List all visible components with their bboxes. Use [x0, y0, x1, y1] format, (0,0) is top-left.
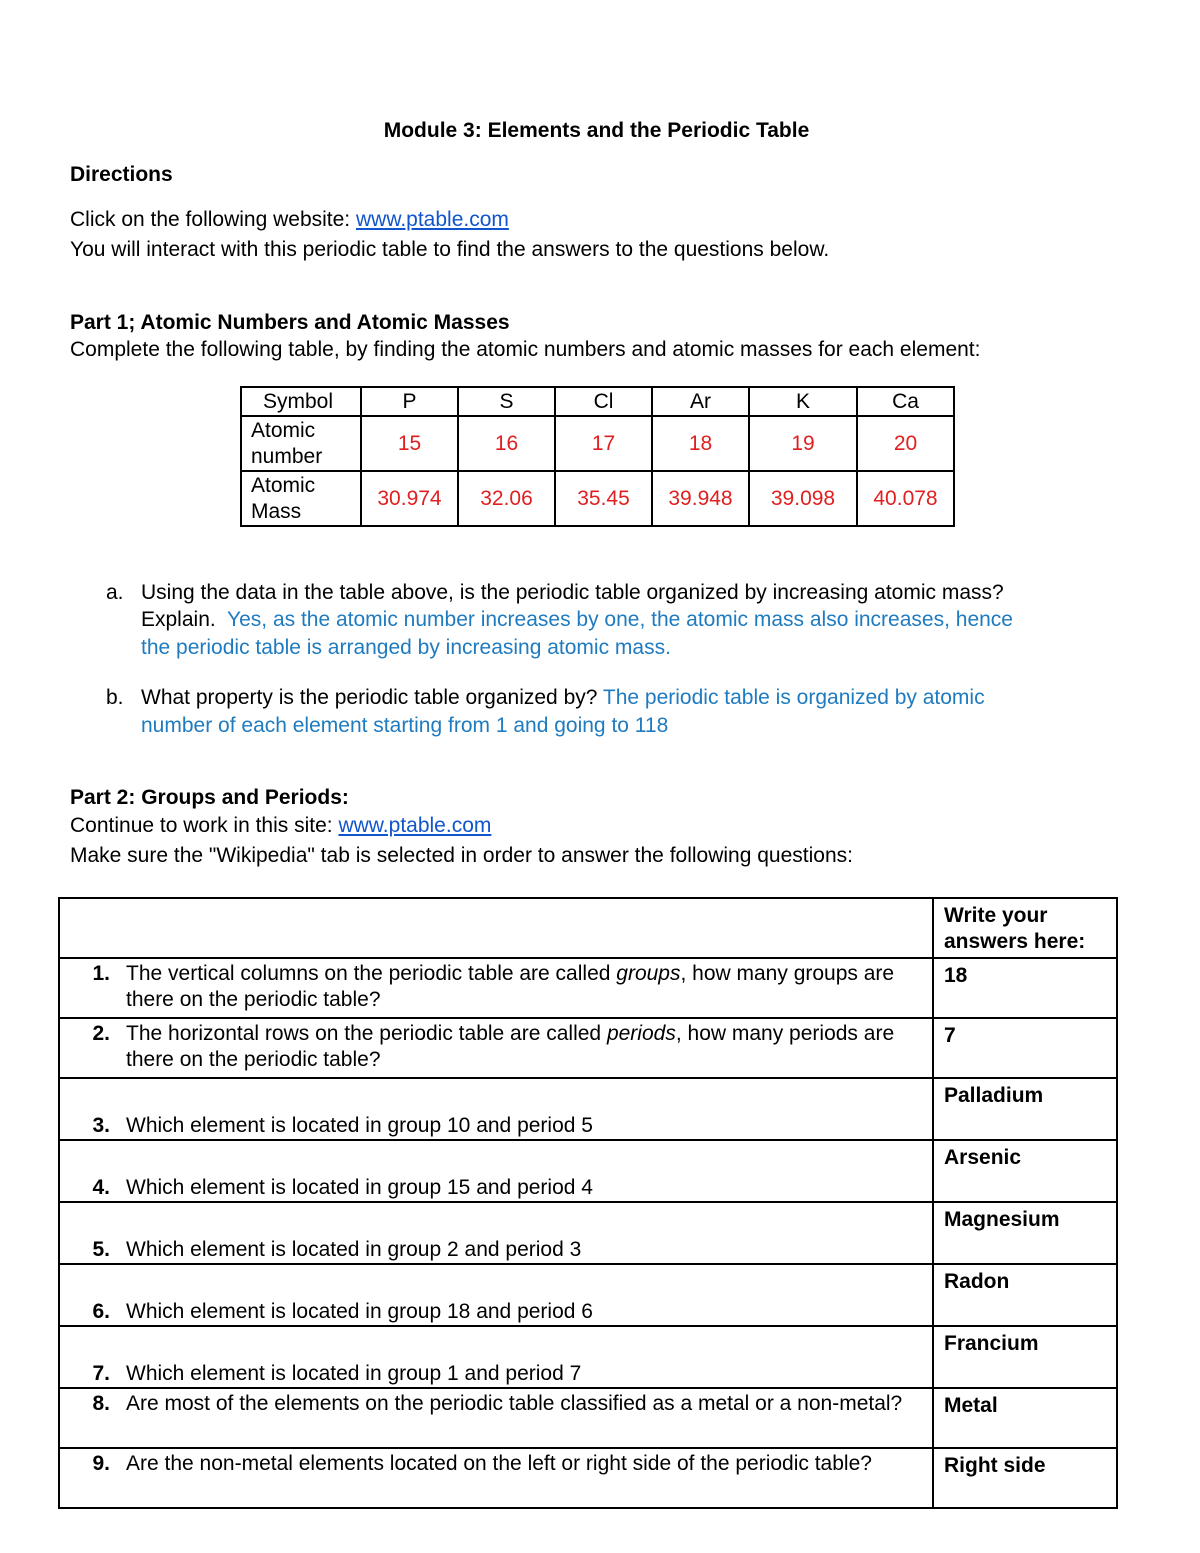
question-number: 3. — [92, 1114, 110, 1137]
ptable-link-2[interactable]: www.ptable.com — [338, 814, 492, 837]
atomic-mass-row — [241, 471, 954, 526]
table-row — [59, 1326, 1117, 1388]
question-cell — [59, 958, 933, 1018]
question-number: 5. — [92, 1238, 110, 1261]
table-row — [59, 1388, 1117, 1448]
symbol-cell: P — [361, 387, 458, 416]
table-row — [59, 1448, 1117, 1508]
atomic-number-label-l2: number — [251, 444, 323, 468]
question-text — [126, 961, 932, 1013]
atomic-number-row — [241, 416, 954, 471]
atomic-number-cell: 16 — [458, 416, 555, 471]
question-text-em: groups — [616, 962, 681, 985]
question-number: 1. — [92, 962, 110, 985]
questions-table — [58, 897, 1118, 1509]
part2-heading: Part 2: Groups and Periods: — [70, 786, 349, 809]
answer-cell: Arsenic — [933, 1140, 1117, 1202]
symbol-cell: Ca — [857, 387, 954, 416]
question-cell — [59, 1448, 933, 1508]
atomic-number-cell: 20 — [857, 416, 954, 471]
question-text-post: , how many periods are there on the periodic table? — [126, 1022, 895, 1071]
atomic-mass-cell: 39.098 — [749, 471, 857, 526]
question-number: 7. — [92, 1362, 110, 1385]
question-a-explain: Explain. — [141, 608, 216, 631]
answer-cell: Radon — [933, 1264, 1117, 1326]
question-text: Which element is located in group 10 and period 5 — [126, 1114, 593, 1137]
symbol-row — [241, 387, 954, 416]
question-text-em: periods — [606, 1022, 676, 1045]
table-row — [59, 1018, 1117, 1078]
table-row — [59, 1140, 1117, 1202]
ptable-link[interactable]: www.ptable.com — [355, 208, 509, 231]
atomic-number-cell: 19 — [749, 416, 857, 471]
atomic-mass-cell: 39.948 — [652, 471, 749, 526]
atomic-mass-cell: 32.06 — [458, 471, 555, 526]
question-text: Which element is located in group 18 and period 6 — [126, 1300, 593, 1323]
symbol-cell: Cl — [555, 387, 652, 416]
answer-cell: 7 — [933, 1018, 1117, 1078]
question-text-pre: The vertical columns on the periodic table are called — [126, 962, 617, 985]
question-a-label: a. — [106, 581, 124, 604]
question-text-post: , how many groups are there on the periodic table? — [126, 962, 895, 1011]
question-a-line-2 — [141, 605, 1013, 635]
answer-cell: Palladium — [933, 1078, 1117, 1140]
question-cell — [59, 1202, 933, 1264]
atomic-mass-cell: 40.078 — [857, 471, 954, 526]
answer-b-line-2: number of each element starting from 1 and going to 118 — [141, 714, 669, 737]
question-b-label: b. — [106, 686, 124, 709]
directions-line-1 — [70, 205, 509, 235]
table-row — [59, 1078, 1117, 1140]
atomic-number-label-l1: Atomic — [251, 418, 316, 442]
header-row — [59, 898, 1117, 958]
directions-line-1-text: Click on the following website: — [70, 208, 356, 231]
atomic-mass-cell: 35.45 — [555, 471, 652, 526]
symbol-cell: S — [458, 387, 555, 416]
table-row — [59, 1202, 1117, 1264]
page-title: Module 3: Elements and the Periodic Table — [383, 119, 810, 142]
answer-cell: Francium — [933, 1326, 1117, 1388]
part1-heading: Part 1; Atomic Numbers and Atomic Masses — [70, 311, 510, 334]
question-text: Which element is located in group 1 and period 7 — [126, 1362, 582, 1385]
question-text: Which element is located in group 15 and period 4 — [126, 1176, 593, 1199]
question-number: 9. — [92, 1452, 110, 1475]
question-cell — [59, 1326, 933, 1388]
answers-header-l1: Write your — [944, 904, 1048, 927]
question-cell — [59, 1018, 933, 1078]
answer-a-line-1: Yes, as the atomic number increases by one, the atomic mass also increases, hence — [227, 608, 1013, 631]
part1-instructions: Complete the following table, by finding the atomic numbers and atomic masses for each element: — [70, 338, 981, 361]
question-cell — [59, 1078, 933, 1140]
answer-a-line-2: the periodic table is arranged by increasing atomic mass. — [141, 636, 671, 659]
question-text: Are the non-metal elements located on the left or right side of the periodic table? — [126, 1452, 872, 1475]
question-text: Which element is located in group 2 and period 3 — [126, 1238, 582, 1261]
atomic-mass-cell: 30.974 — [361, 471, 458, 526]
header-blank-cell — [59, 898, 933, 958]
question-b-line-1 — [141, 683, 985, 713]
atomic-mass-label — [241, 471, 361, 526]
question-cell — [59, 1264, 933, 1326]
question-text: Are most of the elements on the periodic table classified as a metal or a non-metal? — [126, 1392, 903, 1415]
element-table — [240, 386, 955, 527]
symbol-cell: Ar — [652, 387, 749, 416]
question-b-text: What property is the periodic table organized by? — [141, 686, 598, 709]
answer-b-line-1: The periodic table is organized by atomic — [602, 686, 985, 709]
atomic-number-cell: 15 — [361, 416, 458, 471]
question-a-text: Using the data in the table above, is the periodic table organized by increasing atomic mass? — [141, 581, 1004, 604]
atomic-number-cell: 17 — [555, 416, 652, 471]
question-text-pre: The horizontal rows on the periodic table are called — [126, 1022, 607, 1045]
part2-line-1 — [70, 811, 491, 841]
symbol-label — [241, 387, 361, 416]
table-row — [59, 1264, 1117, 1326]
part2-line-2: Make sure the "Wikipedia" tab is selected in order to answer the following questions: — [70, 844, 853, 867]
answers-header-l2: answers here: — [944, 930, 1086, 953]
atomic-number-label — [241, 416, 361, 471]
directions-heading: Directions — [70, 163, 173, 186]
atomic-mass-label-l1: Atomic — [251, 473, 316, 497]
symbol-cell: K — [749, 387, 857, 416]
symbol-label-text: Symbol — [263, 389, 334, 413]
question-number: 4. — [92, 1176, 110, 1199]
question-number: 8. — [92, 1392, 110, 1415]
question-cell — [59, 1140, 933, 1202]
answers-header — [933, 898, 1117, 958]
atomic-number-cell: 18 — [652, 416, 749, 471]
answer-cell: Metal — [933, 1388, 1117, 1448]
directions-line-2: You will interact with this periodic table to find the answers to the questions below. — [70, 238, 830, 261]
question-text — [126, 1021, 932, 1073]
answer-cell: Magnesium — [933, 1202, 1117, 1264]
answer-cell: Right side — [933, 1448, 1117, 1508]
answer-cell: 18 — [933, 958, 1117, 1018]
question-number: 2. — [92, 1022, 110, 1045]
question-number: 6. — [92, 1300, 110, 1323]
question-cell — [59, 1388, 933, 1448]
part2-line-1-text: Continue to work in this site: — [70, 814, 339, 837]
atomic-mass-label-l2: Mass — [251, 499, 302, 523]
table-row — [59, 958, 1117, 1018]
